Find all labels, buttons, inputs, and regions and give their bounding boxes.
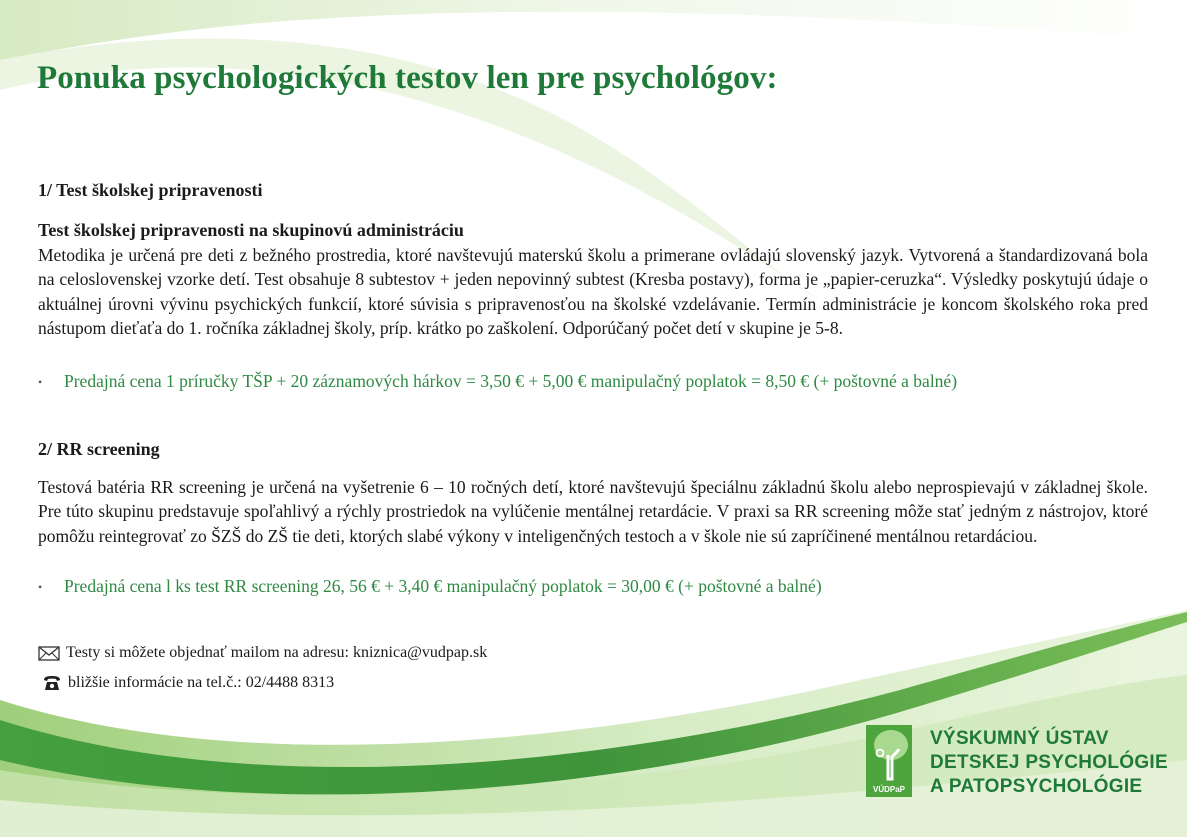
section-1-subheading: Test školskej pripravenosti na skupinovú administráciu xyxy=(38,220,464,240)
contact-phone-text: bližšie informácie na tel.č.: 02/4488 8313 xyxy=(68,674,335,691)
institute-logo xyxy=(866,725,1168,799)
phone-icon xyxy=(42,675,62,691)
section-1-price-text: Predajná cena 1 príručky TŠP + 20 záznamových hárkov = 3,50 € + 5,00 € manipulačný poplatok = 8,50 € (+ poštovné a balné) xyxy=(64,371,958,391)
section-2-heading: 2/ RR screening xyxy=(38,439,160,459)
tree-icon xyxy=(866,727,912,787)
section-2-price-text: Predajná cena l ks test RR screening 26, 56 € + 3,40 € manipulačný poplatok = 30,00 € (+ poštovné a balné) xyxy=(64,576,822,596)
section-1-heading: 1/ Test školskej pripravenosti xyxy=(38,180,263,200)
section-1-body: Metodika je určená pre deti z bežného prostredia, ktoré navštevujú materskú školu a primerane ovládajú slovenský jazyk. Vytvorená a štandardizovaná bola na celoslovenskej vzorke detí. Test obsahuje 8 subtestov + jeden nepovinný subtest (Kresba postavy), forma je „papier-ceruzka“. Výsledky poskytujú údaje o aktuálnej úrovni vývinu psychických funkcií, ktoré súvisia s pripravenosťou na školské vzdelávanie. Termín administrácie je koncom školského roka pred nástupom dieťaťa do 1. ročníka základnej školy, príp. krátko po zaškolení. Odporúčaný počet detí v skupine je 5-8. xyxy=(38,245,1148,339)
section-1-price-bullet xyxy=(38,371,957,392)
section-2-price-bullet xyxy=(38,576,822,597)
logo-text xyxy=(930,727,1168,799)
logo-line-1: VÝSKUMNÝ ÚSTAV xyxy=(930,728,1109,749)
contact-phone xyxy=(42,674,334,692)
logo-line-3: A PATOPSYCHOLÓGIE xyxy=(930,776,1143,797)
bullet-dot: • xyxy=(38,375,43,390)
logo-line-2: DETSKEJ PSYCHOLÓGIE xyxy=(930,752,1168,773)
section-2-body: Testová batéria RR screening je určená na vyšetrenie 6 – 10 ročných detí, ktoré navštevujú špeciálnu základnú školu alebo neprospievajú v základnej škole. Pre túto skupinu predstavuje spoľahlivý a rýchly prostriedok na vylúčenie mentálnej retardácie. V praxi sa RR screening môže stať jedným z nástrojov, ktoré pomôžu reintegrovať zo ŠZŠ do ZŠ tie deti, ktorých slabé výkony v inteligenčných testoch a v škole nie sú zapríčinené mentálnou retardáciou. xyxy=(38,477,1148,546)
bullet-dot: • xyxy=(38,580,43,595)
logo-mark xyxy=(866,725,912,797)
page-title: Ponuka psychologických testov len pre psychológov: xyxy=(37,60,778,96)
contact-email-text: Testy si môžete objednať mailom na adresu: kniznica@vudpap.sk xyxy=(66,644,488,661)
logo-abbrev: VÚDPaP xyxy=(872,785,905,794)
envelope-icon xyxy=(38,646,60,661)
contact-email xyxy=(38,644,487,662)
